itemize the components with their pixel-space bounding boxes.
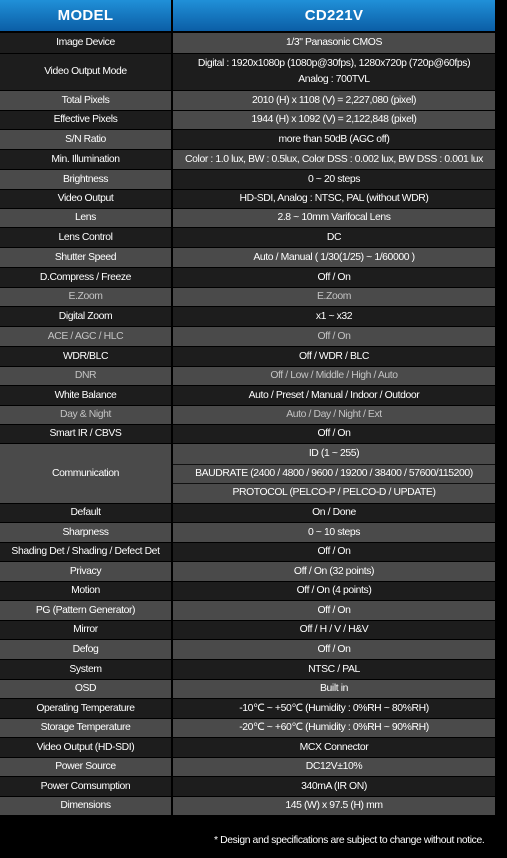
spec-value — [173, 150, 495, 169]
spec-value-line: Off / H / V / H&V — [299, 624, 369, 635]
spec-value — [173, 130, 495, 149]
spec-value — [173, 640, 495, 659]
spec-label: S/N Ratio — [0, 130, 171, 149]
spec-value-line: Digital : 1920x1080p (1080p@30fps), 1280x720p (720p@60fps) — [197, 58, 471, 69]
spec-value — [173, 562, 495, 581]
spec-value — [173, 719, 495, 737]
spec-label: Motion — [0, 582, 171, 600]
spec-label: ACE / AGC / HLC — [0, 327, 171, 346]
spec-value-line: Off / On — [317, 271, 351, 283]
spec-value — [173, 307, 495, 326]
spec-value-line: 0 ~ 10 steps — [307, 526, 361, 538]
spec-label: Storage Temperature — [0, 719, 171, 737]
spec-value-line: Built in — [320, 683, 348, 694]
row-divider — [173, 483, 495, 484]
spec-label: System — [0, 660, 171, 679]
spec-value-line: E.Zoom — [317, 291, 351, 302]
spec-value-line: -10℃ ~ +50℃ (Humidity : 0%RH ~ 80%RH) — [239, 702, 429, 714]
spec-label: PG (Pattern Generator) — [0, 601, 171, 620]
spec-value-line: 1944 (H) x 1092 (V) = 2,122,848 (pixel) — [251, 114, 417, 125]
spec-label: WDR/BLC — [0, 347, 171, 366]
spec-value-line: 340mA (IR ON) — [301, 780, 367, 792]
spec-label: White Balance — [0, 386, 171, 405]
spec-value — [173, 170, 495, 189]
spec-value — [173, 601, 495, 620]
spec-value — [173, 327, 495, 346]
spec-value-line: On / Done — [312, 507, 356, 518]
spec-value-line: Off / On — [317, 604, 351, 616]
spec-value — [173, 268, 495, 287]
spec-value — [173, 699, 495, 718]
spec-value — [173, 738, 495, 757]
spec-value — [173, 758, 495, 776]
spec-value — [173, 91, 495, 110]
spec-label: Power Comsumption — [0, 777, 171, 796]
spec-label: Video Output (HD-SDI) — [0, 738, 171, 757]
spec-value — [173, 680, 495, 698]
spec-label: Effective Pixels — [0, 111, 171, 129]
spec-label: Video Output — [0, 190, 171, 208]
spec-label: Power Source — [0, 758, 171, 776]
spec-label: Dimensions — [0, 797, 171, 815]
spec-value-line: Off / On — [317, 546, 351, 557]
spec-label: Privacy — [0, 562, 171, 581]
spec-value — [173, 543, 495, 561]
spec-label: Total Pixels — [0, 91, 171, 110]
spec-value — [173, 660, 495, 679]
spec-value-line: 2.8 ~ 10mm Varifocal Lens — [277, 212, 391, 223]
spec-label: Default — [0, 504, 171, 522]
spec-label: Video Output Mode — [0, 54, 171, 90]
spec-value-line: Auto / Day / Night / Ext — [286, 409, 382, 420]
spec-value-line: Color : 1.0 lux, BW : 0.5lux, Color DSS : 0.002 lux, BW DSS : 0.001 lux — [185, 153, 483, 165]
spec-value-line: MCX Connector — [299, 741, 369, 753]
spec-value — [173, 621, 495, 639]
spec-value-line: DC — [326, 231, 342, 243]
spec-label: Defog — [0, 640, 171, 659]
spec-value-line: NTSC / PAL — [308, 663, 360, 675]
spec-value-line: DC12V±10% — [305, 761, 363, 772]
spec-label: Image Device — [0, 33, 171, 53]
spec-value-line: Off / On (4 points) — [296, 585, 372, 596]
spec-label: Shutter Speed — [0, 248, 171, 267]
spec-value — [173, 190, 495, 208]
spec-label: DNR — [0, 367, 171, 385]
spec-value — [173, 347, 495, 366]
model-header-value: CD221V — [173, 0, 495, 31]
spec-label: Day & Night — [0, 406, 171, 424]
spec-value — [173, 209, 495, 227]
spec-value-line: Off / On — [317, 643, 351, 655]
spec-value-line: Off / On — [317, 428, 351, 439]
spec-label: Lens Control — [0, 228, 171, 247]
spec-label: Operating Temperature — [0, 699, 171, 718]
spec-value-line: more than 50dB (AGC off) — [278, 133, 390, 145]
spec-value — [173, 228, 495, 247]
spec-value — [173, 425, 495, 443]
spec-value — [173, 111, 495, 129]
spec-value — [173, 386, 495, 405]
spec-value — [173, 367, 495, 385]
spec-value-line: 0 ~ 20 steps — [307, 173, 361, 185]
spec-label: OSD — [0, 680, 171, 698]
spec-value-line: ID (1 ~ 255) — [308, 448, 360, 460]
spec-label: Min. Illumination — [0, 150, 171, 169]
spec-value-line: 2010 (H) x 1108 (V) = 2,227,080 (pixel) — [251, 94, 417, 106]
spec-value-line: Analog : 700TVL — [298, 74, 370, 85]
spec-value-line: Off / On (32 points) — [293, 565, 375, 577]
model-header-label: MODEL — [0, 0, 171, 31]
spec-value-line: PROTOCOL (PELCO-P / PELCO-D / UPDATE) — [232, 487, 436, 499]
spec-label: Mirror — [0, 621, 171, 639]
spec-value-line: Auto / Manual ( 1/30(1/25) ~ 1/60000 ) — [253, 251, 415, 263]
spec-value — [173, 288, 495, 306]
spec-label: D.Compress / Freeze — [0, 268, 171, 287]
spec-value — [173, 33, 495, 53]
spec-label: Shading Det / Shading / Defect Det — [0, 543, 171, 561]
spec-value — [173, 797, 495, 815]
spec-value-line: Off / WDR / BLC — [298, 350, 370, 362]
spec-value — [173, 444, 495, 503]
spec-value-line: 1/3" Panasonic CMOS — [285, 37, 382, 48]
spec-value-line: 145 (W) x 97.5 (H) mm — [285, 800, 383, 811]
spec-value-line: x1 ~ x32 — [315, 310, 353, 322]
spec-value-line: BAUDRATE (2400 / 4800 / 9600 / 19200 / 38400 / 57600/115200) — [195, 467, 473, 479]
spec-value — [173, 54, 495, 90]
spec-label: Lens — [0, 209, 171, 227]
spec-value — [173, 248, 495, 267]
spec-label: Brightness — [0, 170, 171, 189]
spec-value — [173, 582, 495, 600]
row-divider — [173, 464, 495, 465]
spec-label: Smart IR / CBVS — [0, 425, 171, 443]
footnote: * Design and specifications are subject to change without notice. — [214, 835, 485, 846]
spec-value-line: HD-SDI, Analog : NTSC, PAL (without WDR) — [239, 193, 429, 204]
spec-label: Sharpness — [0, 523, 171, 542]
spec-value — [173, 504, 495, 522]
spec-value — [173, 777, 495, 796]
spec-value-line: Off / On — [317, 330, 351, 342]
spec-value — [173, 523, 495, 542]
spec-value-line: Off / Low / Middle / High / Auto — [270, 370, 398, 381]
spec-label: Communication — [0, 444, 171, 503]
spec-value — [173, 406, 495, 424]
spec-label: E.Zoom — [0, 288, 171, 306]
spec-value-line: -20℃ ~ +60℃ (Humidity : 0%RH ~ 90%RH) — [239, 722, 429, 733]
spec-label: Digital Zoom — [0, 307, 171, 326]
spec-value-line: Auto / Preset / Manual / Indoor / Outdoor — [248, 389, 420, 401]
